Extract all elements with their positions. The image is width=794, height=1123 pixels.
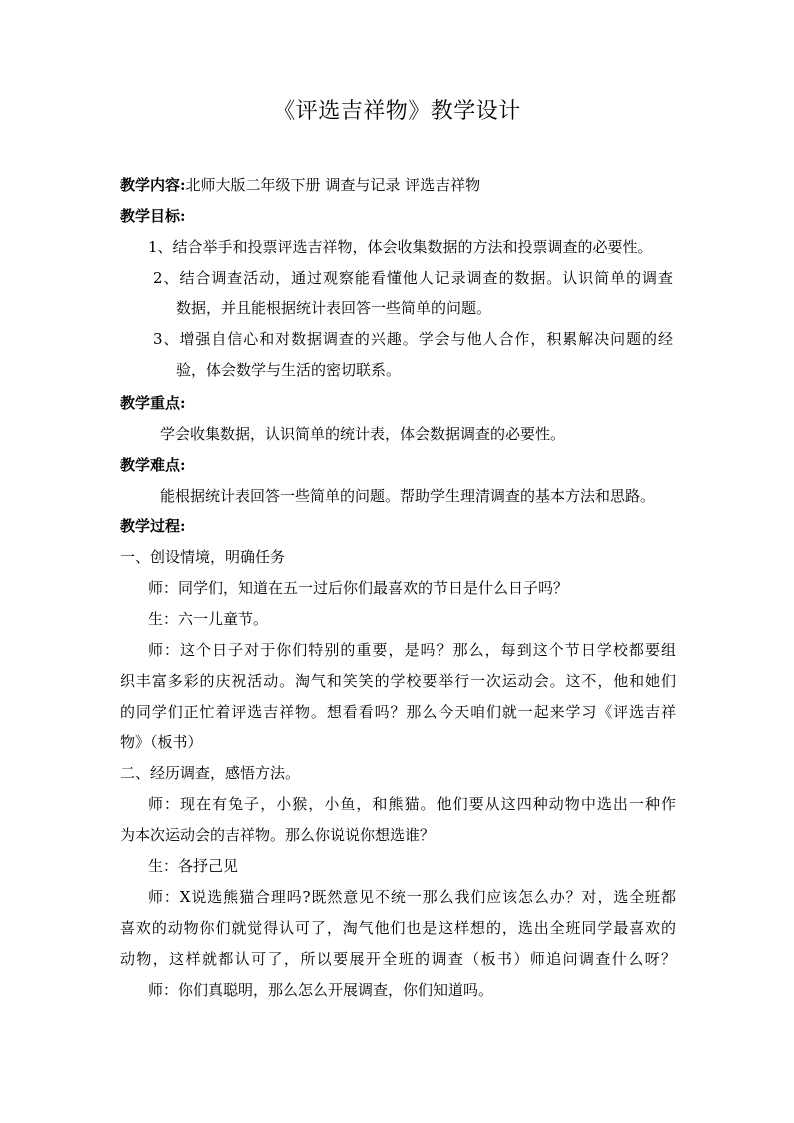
section-2-line-3: 生：各抒己见 <box>148 857 239 875</box>
document-title: 《评选吉祥物》教学设计 <box>273 99 521 124</box>
section-2-line-1: 师：现在有兔子，小猴，小鱼，和熊猫。他们要从这四种动物中选出一种作 <box>148 795 676 813</box>
section-2-line-2: 为本次运动会的吉祥物。那么你说说你想选谁？ <box>120 826 436 844</box>
section-2-line-5: 喜欢的动物你们就觉得认可了，淘气他们也是这样想的，选出全班同学最喜欢的 <box>120 919 676 937</box>
section-1-line-3: 师：这个日子对于你们特别的重要，是吗？那么，每到这个节日学校都要组 <box>148 641 676 659</box>
content-text: 北师大版二年级下册 调查与记录 评选吉祥物 <box>185 176 481 194</box>
difficulty-text: 能根据统计表回答一些简单的问题。帮助学生理清调查的基本方法和思路。 <box>160 487 656 505</box>
key-label: 教学重点: <box>120 394 186 412</box>
goal-3-line-1: 3、增强自信心和对数据调查的兴趣。学会与他人合作，积累解决问题的经 <box>153 330 673 348</box>
goal-1: 1、结合举手和投票评选吉祥物，体会收集数据的方法和投票调查的必要性。 <box>148 238 653 256</box>
section-2-line-4: 师：X说选熊猫合理吗?既然意见不统一那么我们应该怎么办？对，选全班都 <box>148 888 676 906</box>
goals-label: 教学目标: <box>120 207 186 225</box>
section-1-line-4: 织丰富多彩的庆祝活动。淘气和笑笑的学校要举行一次运动会。这不，他和她们 <box>120 672 676 690</box>
section-2-line-7: 师：你们真聪明，那么怎么开展调查，你们知道吗。 <box>148 981 494 999</box>
section-1-line-6: 物》（板书） <box>120 733 203 751</box>
goal-2-line-2: 数据，并且能根据统计表回答一些简单的问题。 <box>176 299 492 317</box>
key-text: 学会收集数据，认识简单的统计表，体会数据调查的必要性。 <box>160 425 566 443</box>
section-1-heading: 一、创设情境，明确任务 <box>120 548 286 566</box>
section-2-line-6: 动物，这样就都认可了，所以要展开全班的调查（板书）师追问调查什么呀？ <box>120 950 676 968</box>
difficulty-label: 教学难点: <box>120 456 186 474</box>
content-line <box>120 174 480 196</box>
section-1-line-2: 生：六一儿童节。 <box>148 610 269 628</box>
goal-3-line-2: 验，体会数学与生活的密切联系。 <box>176 361 402 379</box>
content-label: 教学内容: <box>120 176 186 194</box>
section-1-line-1: 师：同学们，知道在五一过后你们最喜欢的节日是什么日子吗？ <box>148 579 569 597</box>
section-2-heading: 二、经历调查，感悟方法。 <box>120 764 301 782</box>
goal-2-line-1: 2、结合调查活动，通过观察能看懂他人记录调查的数据。认识简单的调查 <box>153 269 673 287</box>
section-1-line-5: 的同学们正忙着评选吉祥物。想看看吗？那么今天咱们就一起来学习《评选吉祥 <box>120 703 676 721</box>
process-label: 教学过程: <box>120 517 186 535</box>
